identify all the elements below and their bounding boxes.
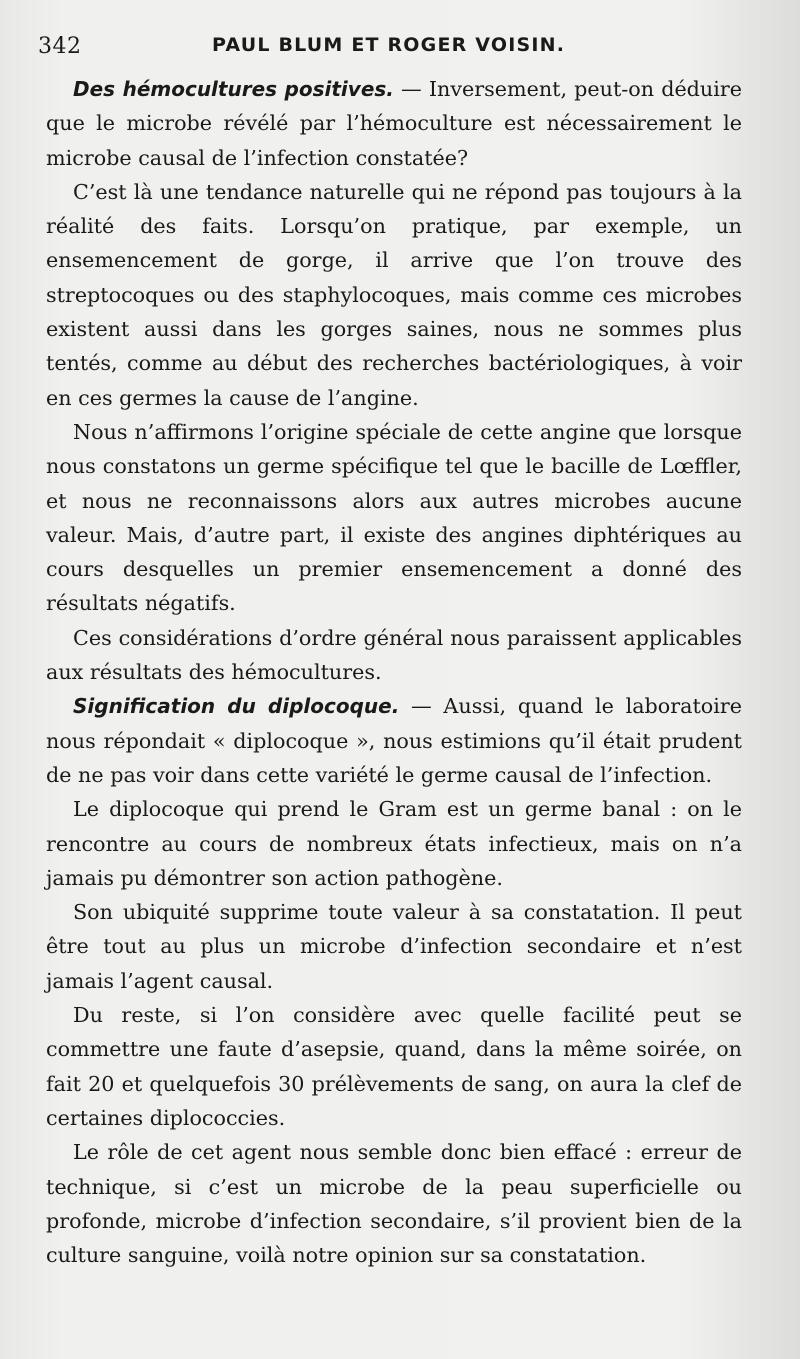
paragraph-text: Ces considérations d’ordre général nous paraissent applicables aux résultats des hémocultures.	[46, 625, 742, 685]
page-number: 342	[38, 34, 82, 59]
paragraph-text: Nous n’affirmons l’origine spéciale de cette angine que lorsque nous constatons un germe spécifique tel que le bacille de Lœffler, et nous ne reconnaissons alors aux autres microbes aucune valeur. Mais, d’autre part, il existe des angines diphtériques au cours desquelles un premier ensemencement a donné des résultats négatifs.	[46, 419, 742, 616]
paragraph-text: — Inversement, peut-on déduire que le microbe révélé par l’hémoculture est nécessairement le microbe causal de l’infection constatée?	[46, 77, 742, 170]
paragraph	[46, 895, 742, 998]
paragraph-text: Le diplocoque qui prend le Gram est un germe banal : on le rencontre au cours de nombreux états infectieux, mais on n’a jamais pu démontrer son action pathogène.	[46, 797, 742, 890]
body-text	[46, 72, 742, 1272]
paragraph-text: — Aussi, quand le laboratoire nous répondait « diplocoque », nous estimions qu’il était prudent de ne pas voir dans cette variété le germe causal de l’infection.	[46, 694, 742, 787]
paragraph-text: C’est là une tendance naturelle qui ne répond pas toujours à la réalité des faits. Lorsqu’on pratique, par exemple, un ensemencement de gorge, il arrive que l’on trouve des streptocoques ou des staphylocoques, mais comme ces microbes existent aussi dans les gorges saines, nous ne sommes plus tentés, comme au début des recherches bactériologiques, à voir en ces germes la cause de l’angine.	[46, 179, 742, 410]
paragraph	[46, 415, 742, 621]
paragraph	[46, 1135, 742, 1272]
paragraph	[46, 175, 742, 415]
paragraph-signification-diplocoque	[46, 689, 742, 792]
paragraph-text: Son ubiquité supprime toute valeur à sa constatation. Il peut être tout au plus un microbe d’infection secondaire et n’est jamais l’agent causal.	[46, 900, 742, 993]
section-heading-signification-diplocoque: Signification du diplocoque.	[73, 694, 400, 719]
page-header	[38, 30, 758, 62]
paragraph-hemocultures-positives	[46, 72, 742, 175]
paragraph-text: Le rôle de cet agent nous semble donc bien effacé : erreur de technique, si c’est un microbe de la peau superficielle ou profonde, microbe d’infection secondaire, s’il provient bien de la culture sanguine, voilà notre opinion sur sa constatation.	[46, 1140, 742, 1268]
paragraph	[46, 792, 742, 895]
running-title: PAUL BLUM ET ROGER VOISIN.	[212, 34, 566, 56]
paragraph	[46, 998, 742, 1135]
paragraph-text: Du reste, si l’on considère avec quelle facilité peut se commettre une faute d’asepsie, quand, dans la même soirée, on fait 20 et quelquefois 30 prélèvements de sang, on aura la clef de certaines diplococcies.	[46, 1003, 742, 1130]
section-heading-hemocultures-positives: Des hémocultures positives.	[73, 77, 394, 101]
paragraph	[46, 621, 742, 690]
